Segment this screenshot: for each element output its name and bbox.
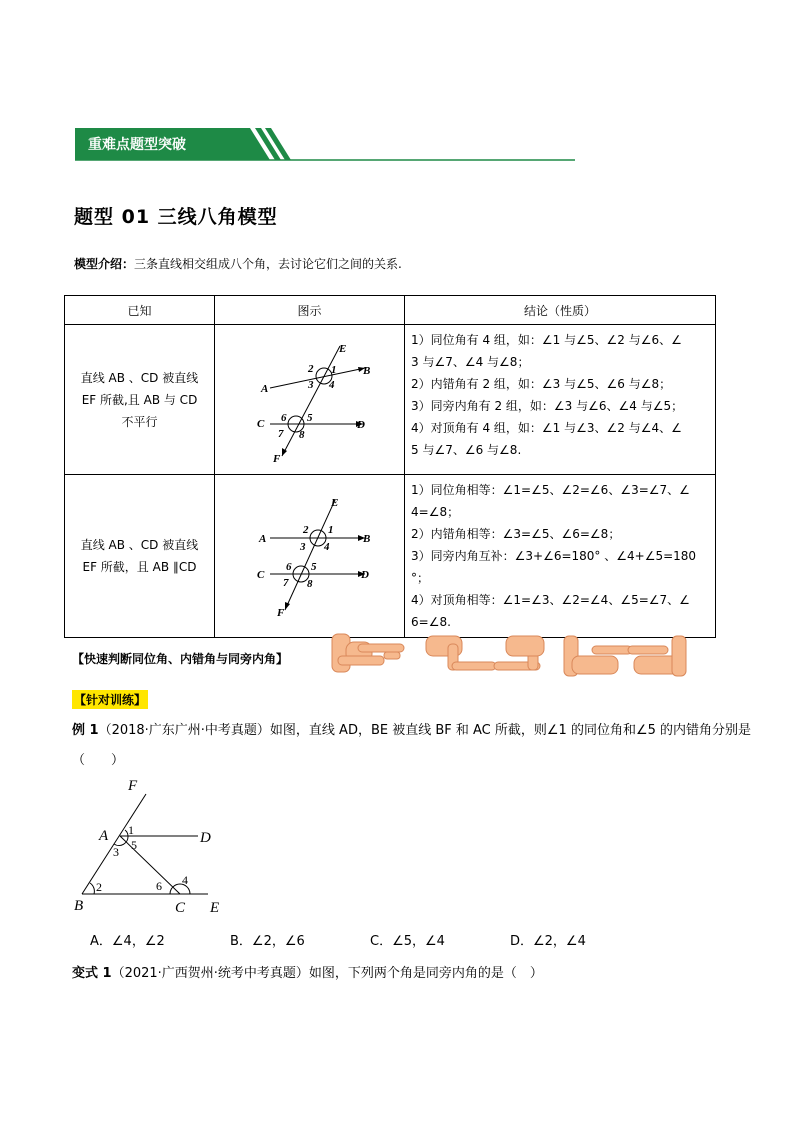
header-figure: 图示	[215, 296, 405, 325]
page-title: 题型 01 三线八角模型	[74, 206, 278, 228]
svg-text:1: 1	[328, 524, 334, 536]
example-1-text: （2018·广东广州·中考真题）如图，直线 AD，BE 被直线 BF 和 AC 所截，则∠1 的同位角和∠5 的内错角分别是（ ）	[72, 723, 752, 768]
hand-gesture-icon	[426, 636, 544, 670]
parallel-lines-figure	[215, 482, 405, 630]
table-header-row	[65, 296, 716, 325]
example-1-figure	[70, 778, 240, 918]
conclusion-cell: 1）同位角有 4 组，如：∠1 与∠5、∠2 与∠6、∠ 3 与∠7、∠4 与∠8； 2）内错角有 2 组，如：∠3 与∠5、∠6 与∠8； 3）同旁内角有 2 组，如：∠3 与∠6、∠4 与∠5； 4）对顶角有 4 组，如：∠1 与∠3、∠2 与∠4、∠ 5 与∠7、∠6 与∠8.	[405, 325, 716, 475]
svg-text:A: A	[261, 382, 269, 395]
hand-gesture-illustrations	[328, 628, 698, 682]
svg-text:6: 6	[281, 411, 287, 424]
svg-text:E: E	[331, 497, 339, 509]
svg-text:C: C	[175, 900, 186, 916]
hand-gesture-icon	[332, 634, 404, 672]
svg-text:2: 2	[303, 524, 309, 536]
given-cell: 直线 AB 、CD 被直线 EF 所截,且 AB 与 CD 不平行	[65, 325, 215, 475]
svg-text:3: 3	[300, 541, 306, 553]
svg-text:B: B	[363, 364, 371, 377]
svg-text:E: E	[210, 900, 220, 916]
intro-text: 三条直线相交组成八个角，去讨论它们之间的关系.	[134, 257, 402, 271]
svg-text:2: 2	[96, 880, 102, 894]
model-table	[64, 295, 716, 638]
svg-text:5: 5	[307, 411, 313, 424]
nonparallel-lines-figure	[215, 326, 405, 474]
example-1-label: 例 1	[72, 723, 99, 738]
given-cell: 直线 AB 、CD 被直线 EF 所截，且 AB ∥CD	[65, 475, 215, 638]
intro-label: 模型介绍：	[74, 257, 135, 271]
model-intro	[74, 255, 402, 272]
table-row	[65, 475, 716, 638]
svg-text:4: 4	[329, 378, 335, 391]
variant-1	[72, 962, 543, 981]
svg-text:6: 6	[286, 561, 292, 573]
svg-text:D: D	[200, 830, 211, 846]
svg-text:D: D	[361, 569, 369, 581]
header-conclusion: 结论（性质）	[405, 296, 716, 325]
option-a[interactable]: A．∠4，∠2	[90, 934, 165, 949]
svg-text:D: D	[357, 418, 365, 431]
banner-title: 重难点题型突破	[88, 137, 186, 153]
option-b[interactable]: B．∠2，∠6	[230, 934, 305, 949]
training-label: 【针对训练】	[72, 690, 148, 709]
svg-text:3: 3	[308, 378, 314, 391]
svg-text:6: 6	[156, 879, 162, 893]
hand-gesture-icon	[564, 636, 686, 676]
svg-text:4: 4	[324, 541, 330, 553]
quick-judge-tip: 【快速判断同位角、内错角与同旁内角】	[72, 652, 289, 666]
conclusion-cell: 1）同位角相等：∠1=∠5、∠2=∠6、∠3=∠7、∠ 4=∠8； 2）内错角相等：∠3=∠5、∠6=∠8； 3）同旁内角互补：∠3+∠6=180° 、∠4+∠5=180 °； 4）对顶角相等：∠1=∠3、∠2=∠4、∠5=∠7、∠ 6=∠8.	[405, 475, 716, 638]
svg-text:1: 1	[128, 823, 134, 837]
svg-text:C: C	[257, 569, 265, 581]
header-given: 已知	[65, 296, 215, 325]
example-1	[72, 716, 752, 776]
svg-text:B: B	[74, 898, 84, 914]
variant-1-label: 变式 1	[72, 966, 112, 981]
answer-options	[90, 930, 650, 949]
svg-text:4: 4	[182, 873, 188, 887]
svg-text:2: 2	[308, 362, 314, 375]
svg-text:F: F	[273, 452, 281, 465]
svg-text:1: 1	[331, 363, 337, 376]
svg-text:5: 5	[131, 838, 137, 852]
svg-text:8: 8	[307, 578, 313, 590]
option-d[interactable]: D．∠2，∠4	[510, 934, 586, 949]
svg-text:7: 7	[278, 427, 284, 440]
svg-text:A: A	[259, 533, 267, 545]
svg-text:5: 5	[311, 561, 317, 573]
svg-text:F: F	[128, 778, 138, 794]
option-c[interactable]: C．∠5，∠4	[370, 934, 445, 949]
svg-text:7: 7	[283, 577, 289, 589]
svg-text:C: C	[257, 417, 265, 430]
svg-text:8: 8	[299, 428, 305, 441]
svg-text:B: B	[363, 533, 371, 545]
svg-text:E: E	[339, 342, 347, 355]
svg-text:A: A	[99, 828, 109, 844]
variant-1-text: （2021·广西贺州·统考中考真题）如图，下列两个角是同旁内角的是（ ）	[111, 966, 543, 981]
figure-cell	[215, 475, 405, 638]
svg-text:F: F	[277, 607, 285, 619]
figure-cell	[215, 325, 405, 475]
table-row	[65, 325, 716, 475]
svg-text:3: 3	[113, 845, 119, 859]
